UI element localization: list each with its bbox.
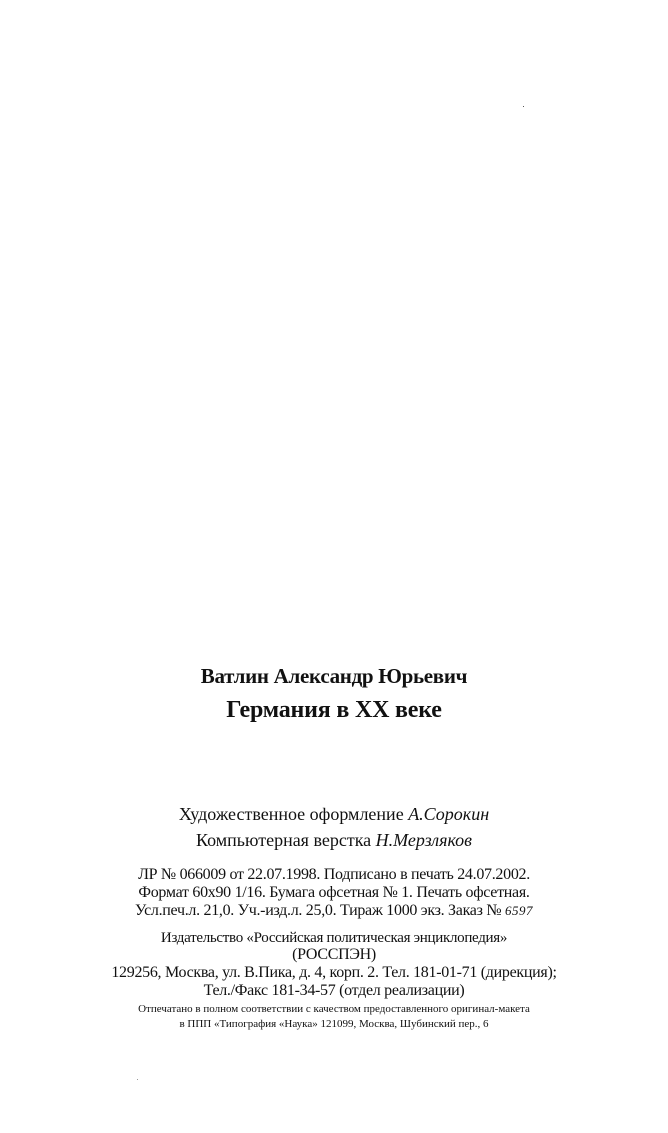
order-number: 6597 <box>505 903 533 918</box>
book-author: Ватлин Александр Юрьевич <box>200 664 468 688</box>
imprint-format-line: Формат 60x90 1/16. Бумага офсетная № 1. Печать офсетная. <box>138 884 530 901</box>
print-speck <box>137 1079 138 1080</box>
imprint-license-line: ЛР № 066009 от 22.07.1998. Подписано в печать 24.07.2002. <box>138 866 530 883</box>
print-speck <box>523 106 524 107</box>
credit-role: Художественное оформление <box>178 804 404 824</box>
credit-cover-design <box>0 804 668 825</box>
credit-layout <box>0 830 668 851</box>
publisher-acronym: (РОССПЭН) <box>292 946 376 963</box>
printer-note: Отпечатано в полном соответствии с качеством предоставленного оригинал-макета <box>138 1003 530 1015</box>
credit-role: Компьютерная верстка <box>196 830 372 850</box>
credit-name: А.Сорокин <box>408 804 490 824</box>
imprint-run-line <box>0 902 668 919</box>
publisher-phone: Тел./Факс 181-34-57 (отдел реализации) <box>203 982 465 999</box>
printer-address: в ППП «Типография «Наука» 121099, Москва, Шубинский пер., 6 <box>179 1018 489 1030</box>
credit-name: Н.Мерзляков <box>375 830 472 850</box>
book-title: Германия в XX веке <box>226 697 442 723</box>
publisher-address: 129256, Москва, ул. В.Пика, д. 4, корп. 2. Тел. 181-01-71 (дирекция); <box>111 964 557 981</box>
imprint-run-text: Усл.печ.л. 21,0. Уч.-изд.л. 25,0. Тираж 1000 экз. Заказ № <box>135 902 505 919</box>
publisher-name: Издательство «Российская политическая энциклопедия» <box>160 930 508 946</box>
